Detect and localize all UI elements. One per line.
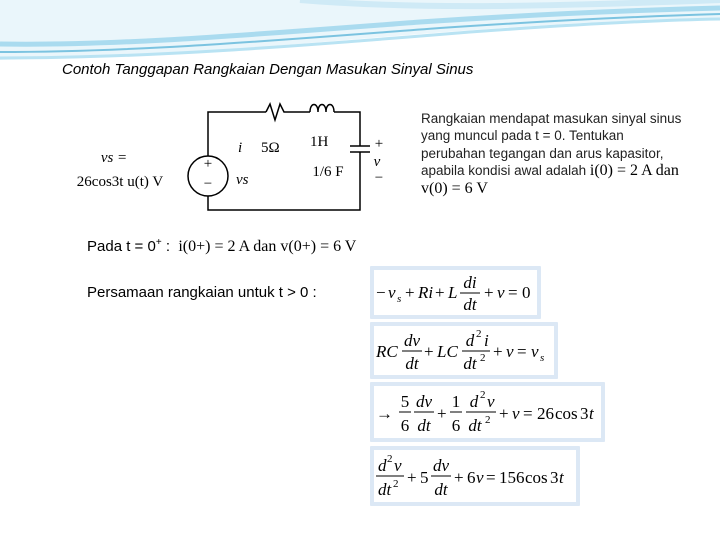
initial-expression: i(0+) = 2 A dan v(0+) = 6 V <box>178 238 357 255</box>
resistor-value: 5Ω <box>261 140 280 156</box>
problem-description <box>421 110 691 197</box>
equation-1 <box>374 270 537 315</box>
svg-text:v: v <box>512 404 520 423</box>
svg-text:−: − <box>376 283 386 302</box>
svg-text:2: 2 <box>480 389 486 401</box>
current-label: i <box>238 140 243 156</box>
svg-text:LC: LC <box>437 342 458 361</box>
svg-text:6: 6 <box>467 468 476 487</box>
capacitor-plus: + <box>374 136 384 152</box>
svg-text:+: + <box>405 283 415 302</box>
svg-text:s: s <box>540 352 545 364</box>
svg-text:L: L <box>448 283 458 302</box>
svg-text:2: 2 <box>476 328 482 340</box>
source-minus: − <box>203 176 213 192</box>
svg-text:=: = <box>517 342 527 361</box>
svg-text:=: = <box>523 404 533 423</box>
svg-text:dt: dt <box>378 480 392 499</box>
description-text: Rangkaian mendapat masukan sinyal sinus yang muncul pada t = 0. Tentukan perubahan tegangan dan arus kapasitor, apabila kondisi awal adalah <box>421 111 682 179</box>
svg-text:+: + <box>499 404 509 423</box>
svg-text:dt: dt <box>434 480 448 499</box>
svg-text:+: + <box>424 342 434 361</box>
svg-text:cos: cos <box>525 468 548 487</box>
svg-text:dt: dt <box>405 354 419 373</box>
svg-text:+: + <box>437 404 447 423</box>
equation-2 <box>374 326 554 375</box>
svg-text:cos: cos <box>555 404 578 423</box>
svg-text:dv: dv <box>403 331 421 350</box>
svg-text:dt: dt <box>468 416 482 435</box>
svg-text:v: v <box>388 283 396 302</box>
equations-label: Persamaan rangkaian untuk t > 0 : <box>87 284 317 301</box>
svg-text:dv: dv <box>432 456 450 475</box>
svg-text:Ri: Ri <box>418 283 434 302</box>
svg-text:dt: dt <box>463 295 477 314</box>
svg-text:3: 3 <box>580 404 589 423</box>
svg-text:+: + <box>407 468 417 487</box>
svg-text:t: t <box>589 404 594 423</box>
svg-text:2: 2 <box>393 478 399 490</box>
initial-label-suffix: : <box>161 238 170 255</box>
svg-text:6: 6 <box>400 416 410 435</box>
capacitor-voltage: v <box>373 154 381 170</box>
svg-text:v: v <box>531 342 539 361</box>
rlc-circuit-diagram <box>70 100 410 220</box>
svg-text:=: = <box>508 283 518 302</box>
svg-text:5: 5 <box>420 468 429 487</box>
svg-text:d: d <box>469 392 479 411</box>
initial-condition: i(0) = 2 A dan v(0) = 6 V <box>421 162 679 197</box>
svg-text:di: di <box>463 273 477 292</box>
svg-text:RC: RC <box>376 342 398 361</box>
svg-text:+: + <box>493 342 503 361</box>
svg-text:5: 5 <box>400 392 410 411</box>
slide-title: Contoh Tanggapan Rangkaian Dengan Masukan Sinyal Sinus <box>62 61 474 78</box>
svg-text:d: d <box>378 456 387 475</box>
svg-text:156: 156 <box>499 468 525 487</box>
initial-label-prefix: Pada t = 0 <box>87 238 156 255</box>
svg-text:v: v <box>476 468 484 487</box>
svg-text:v: v <box>487 392 495 411</box>
svg-text:1: 1 <box>451 392 461 411</box>
svg-text:2: 2 <box>485 414 491 426</box>
initial-label-sup: + <box>155 237 162 248</box>
equation-4 <box>374 450 576 502</box>
capacitor-value: 1/6 F <box>312 164 344 180</box>
svg-text:v: v <box>506 342 514 361</box>
svg-text:v: v <box>497 283 505 302</box>
svg-text:i: i <box>484 331 489 350</box>
inductor-value: 1H <box>310 134 329 150</box>
svg-text:dt: dt <box>463 354 477 373</box>
svg-text:6: 6 <box>451 416 461 435</box>
svg-text:3: 3 <box>550 468 559 487</box>
svg-text:s: s <box>397 293 402 305</box>
svg-text:26: 26 <box>537 404 554 423</box>
svg-text:0: 0 <box>522 283 531 302</box>
svg-text:=: = <box>486 468 496 487</box>
equation-3 <box>374 386 601 438</box>
svg-text:+: + <box>454 468 464 487</box>
svg-text:2: 2 <box>387 453 393 465</box>
svg-text:t: t <box>559 468 564 487</box>
source-plus: + <box>203 156 213 172</box>
capacitor-minus: − <box>374 170 384 186</box>
header-swoosh <box>0 0 720 70</box>
source-name: vs <box>236 172 249 188</box>
svg-text:+: + <box>435 283 445 302</box>
svg-text:→: → <box>376 404 393 423</box>
svg-text:dv: dv <box>415 392 433 411</box>
svg-text:dt: dt <box>417 416 431 435</box>
svg-text:+: + <box>484 283 494 302</box>
svg-text:d: d <box>465 331 475 350</box>
svg-text:v: v <box>394 456 402 475</box>
svg-text:2: 2 <box>480 352 486 364</box>
initial-condition-line <box>87 237 356 256</box>
source-label: vs = <box>100 150 128 166</box>
source-expression: 26cos3t u(t) V <box>76 174 164 190</box>
